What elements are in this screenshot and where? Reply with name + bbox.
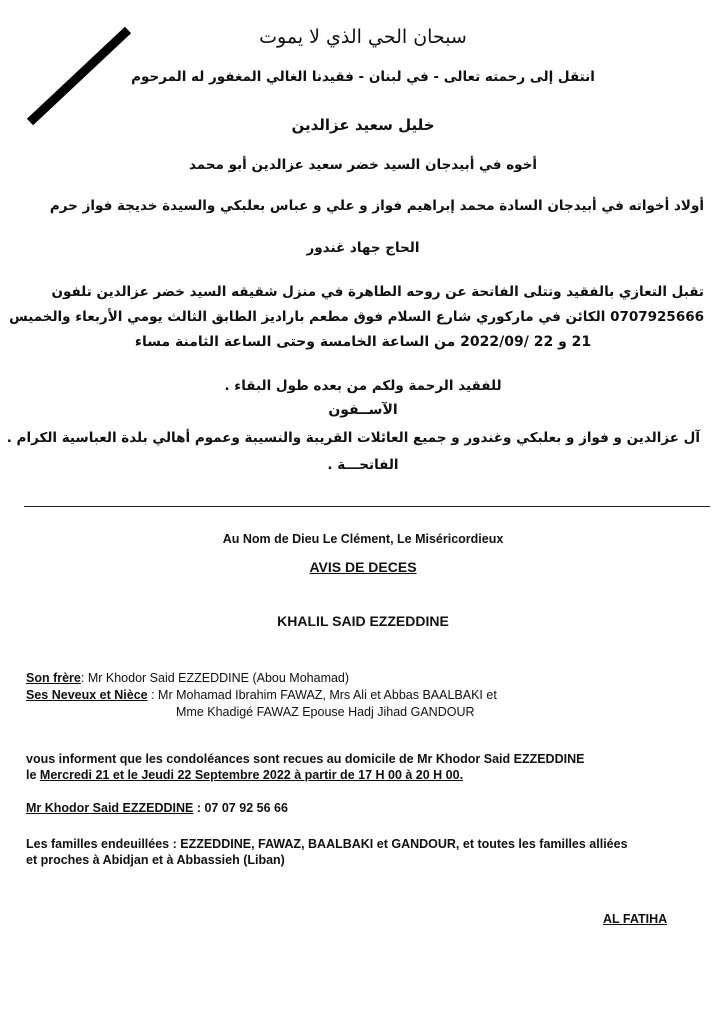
- french-signoff: AL FATIHA: [603, 912, 668, 926]
- section-divider: [24, 506, 710, 507]
- arabic-condolence-line-1: تقبل التعازي بالفقيد وتتلى الفاتحة عن روحه الطاهرة في منزل شقيقه السيد خضر عزالدين تلفون: [51, 284, 704, 300]
- french-header: Au Nom de Dieu Le Clément, Le Miséricordieux: [222, 532, 504, 546]
- arabic-condolence-line-2: 0707925666 الكائن في ماركوري شارع السلام فوق مطعم باراديز الطابق الثالث يومي الأربعاء والخميس: [9, 309, 704, 325]
- inform-prefix: le: [26, 768, 40, 782]
- arabic-families: آل عزالدين و فواز و بعلبكي وغندور و جميع العائلات القريبة والنسيبة وعموم أهالي بلدة العباسية الكرام .: [6, 430, 700, 446]
- french-inform-line-1: vous informent que les condoléances sont recues au domicile de Mr Khodor Said EZZEDDINE: [26, 752, 585, 766]
- arabic-deceased-name: خليل سعيد عزالدين: [291, 116, 435, 134]
- french-deceased-name: KHALIL SAID EZZEDDINE: [277, 613, 449, 629]
- french-brother-line: [26, 671, 349, 685]
- french-families-line-1: Les familles endeuillées : EZZEDDINE, FAWAZ, BAALBAKI et GANDOUR, et toutes les familles alliées: [26, 837, 628, 851]
- inform-dates: Mercredi 21 et le Jeudi 22 Septembre 2022 à partir de 17 H 00 à 20 H 00.: [39, 768, 464, 782]
- arabic-nephews-line-2: الحاج جهاد غندور: [306, 240, 420, 256]
- arabic-verse: سبحان الحي الذي لا يموت: [259, 26, 467, 48]
- arabic-fatiha: الفاتحـــة .: [327, 457, 399, 473]
- french-contact-line: [26, 801, 288, 815]
- arabic-nephews-line-1: أولاد أخواته في أبيدجان السادة محمد إبراهيم فواز و علي و عباس بعلبكي والسيدة خديجة فواز حرم: [49, 198, 704, 214]
- french-inform-line-2: [26, 768, 463, 782]
- arabic-prayer: للفقيد الرحمة ولكم من بعده طول البقاء .: [224, 378, 502, 394]
- arabic-brother-line: أخوه في أبيدجان السيد خضر سعيد عزالدين أبو محمد: [188, 157, 538, 173]
- french-nephews-line-1: [26, 688, 497, 702]
- contact-label: Mr Khodor Said EZZEDDINE: [26, 801, 194, 815]
- brother-value: : Mr Khodor Said EZZEDDINE (Abou Mohamad): [80, 671, 350, 685]
- arabic-condolence-line-3: 21 و 22 /2022/09 من الساعة الخامسة وحتى الساعة الثامنة مساء: [134, 334, 592, 350]
- brother-label: Son frère: [26, 671, 81, 685]
- contact-phone: : 07 07 92 56 66: [193, 801, 288, 815]
- nephews-value-1: : Mr Mohamad Ibrahim FAWAZ, Mrs Ali et Abbas BAALBAKI et: [147, 688, 497, 702]
- nephews-label: Ses Neveux et Nièce: [26, 688, 148, 702]
- french-nephews-line-2: Mme Khadigé FAWAZ Epouse Hadj Jihad GANDOUR: [176, 705, 475, 719]
- french-families-line-2: et proches à Abidjan et à Abbassieh (Liban): [26, 853, 285, 867]
- french-title: AVIS DE DECES: [309, 559, 417, 575]
- arabic-bereaved-title: الآســفون: [328, 402, 398, 418]
- arabic-announcement: انتقل إلى رحمته تعالى - في لبنان - فقيدنا الغالي المغفور له المرحوم: [131, 69, 595, 85]
